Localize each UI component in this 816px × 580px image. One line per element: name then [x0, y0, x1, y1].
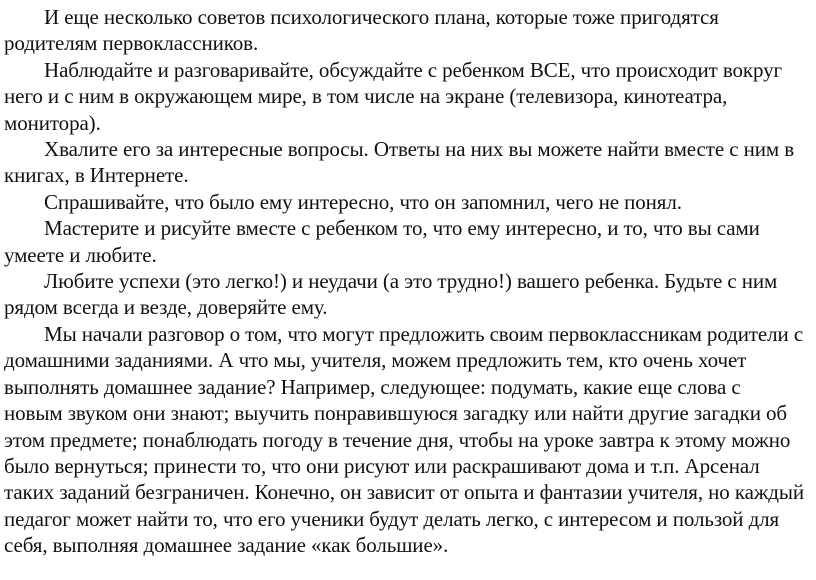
paragraph-ask-what-interesting: Спрашивайте, что было ему интересно, что он запомнил, чего не понял. — [44, 189, 682, 214]
paragraph-psychological-advice-intro: И еще несколько советов психологического плана, которые тоже пригодятся родителям первоклассников. — [4, 5, 719, 56]
paragraph-love-successes: Любите успехи (это легко!) и неудачи (а это трудно!) вашего ребенка. Будьте с ним рядом всегда и везде, доверяйте ему. — [4, 269, 778, 320]
paragraph-observe-and-talk: Наблюдайте и разговаривайте, обсуждайте с ребенком ВСЕ, что происходит вокруг него и с ним в окружающем мире, в том числе на экране (телевизора, кинотеатра, монитора). — [4, 57, 783, 135]
paragraph-craft-and-draw: Мастерите и рисуйте вместе с ребенком то, что ему интересно, и то, что вы сами умеете и любите. — [4, 216, 760, 267]
paragraph-homework-ideas: Мы начали разговор о том, что могут предложить своим первоклассникам родители с домашними заданиями. А что мы, учителя, можем предложить тем, кто очень хочет выполнять домашнее задание? Например, следующее: подумать, какие еще слова с новым звуком они знают; выучить понравившуюся загадку или найти другие загадки об этом предмете; понаблюдать погоду в течение дня, чтобы на уроке завтра к этому можно было вернуться; принести то, что они рисуют или раскрашивают дома и т.п. Арсенал таких заданий безграничен. Конечно, он зависит от опыта и фантазии учителя, но каждый педагог может найти то, что его ученики будут делать легко, с интересом и пользой для себя, выполняя домашнее задание «как большие». — [4, 321, 804, 558]
paragraph-praise-questions: Хвалите его за интересные вопросы. Ответы на них вы можете найти вместе с ним в книгах, в Интернете. — [4, 137, 795, 188]
